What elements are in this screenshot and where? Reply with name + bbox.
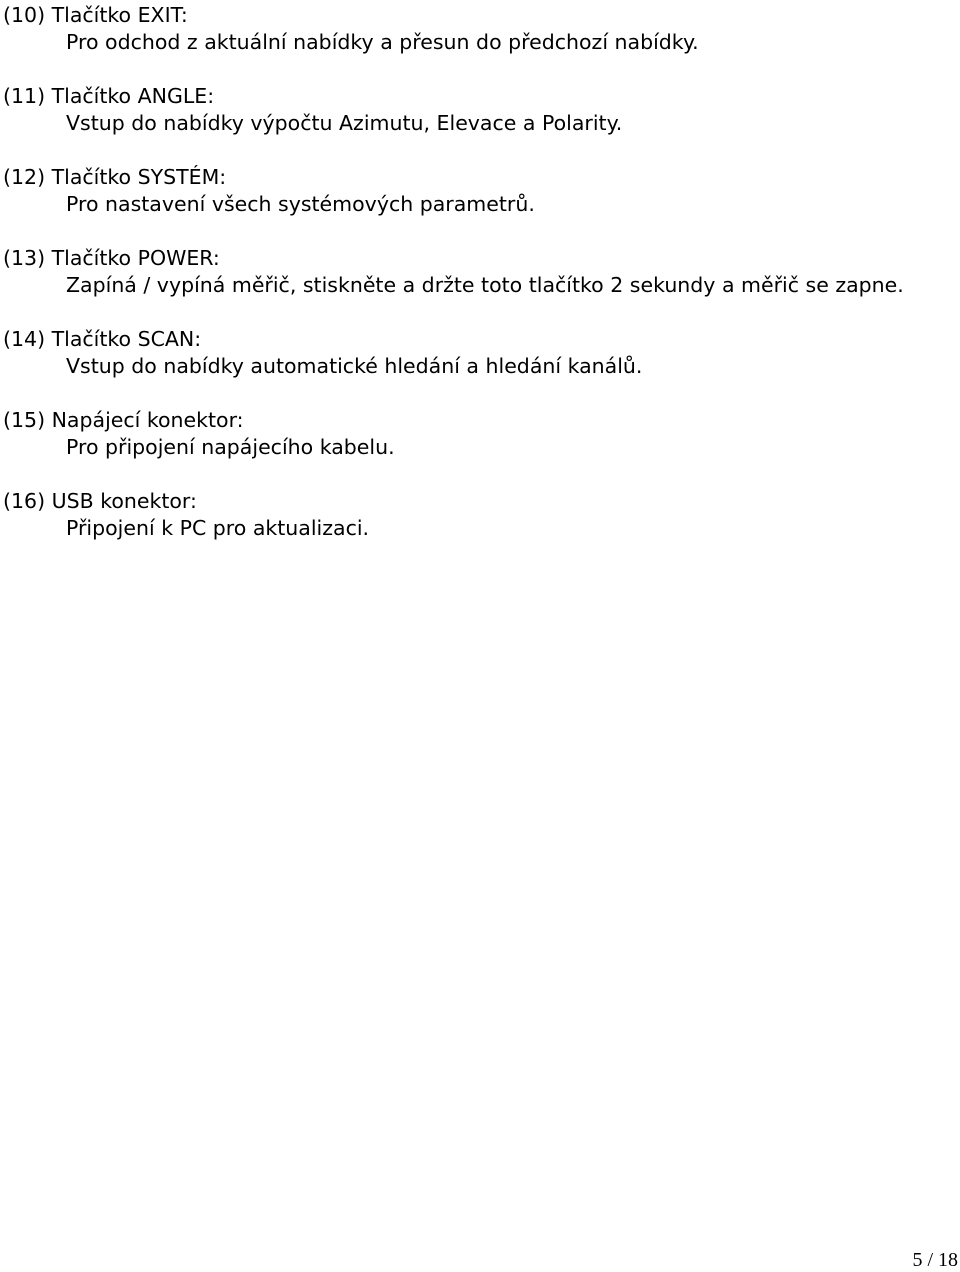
item-description: Vstup do nabídky výpočtu Azimutu, Elevace a Polarity. [66,111,623,135]
item-title: (12) Tlačítko SYSTÉM: [3,165,227,189]
item-title: (16) USB konektor: [3,489,197,513]
item-description: Vstup do nabídky automatické hledání a hledání kanálů. [66,354,643,378]
list-item-power-button [3,243,943,299]
list-item-scan-button [3,324,943,380]
list-item-usb-connector [3,486,943,542]
item-description: Pro nastavení všech systémových parametrů. [66,192,535,216]
list-item-exit-button [3,0,943,56]
button-description-list [3,0,943,542]
item-title: (14) Tlačítko SCAN: [3,327,202,351]
list-item-system-button [3,162,943,218]
item-description: Zapíná / vypíná měřič, stiskněte a držte toto tlačítko 2 sekundy a měřič se zapne. [66,273,904,297]
list-item-angle-button [3,81,943,137]
item-description: Připojení k PC pro aktualizaci. [66,516,370,540]
item-description: Pro připojení napájecího kabelu. [66,435,395,459]
list-item-power-connector [3,405,943,461]
item-title: (15) Napájecí konektor: [3,408,244,432]
item-title: (13) Tlačítko POWER: [3,246,220,270]
item-title: (10) Tlačítko EXIT: [3,3,188,27]
item-description: Pro odchod z aktuální nabídky a přesun do předchozí nabídky. [66,30,699,54]
page-number: 5 / 18 [912,1249,958,1271]
item-title: (11) Tlačítko ANGLE: [3,84,215,108]
